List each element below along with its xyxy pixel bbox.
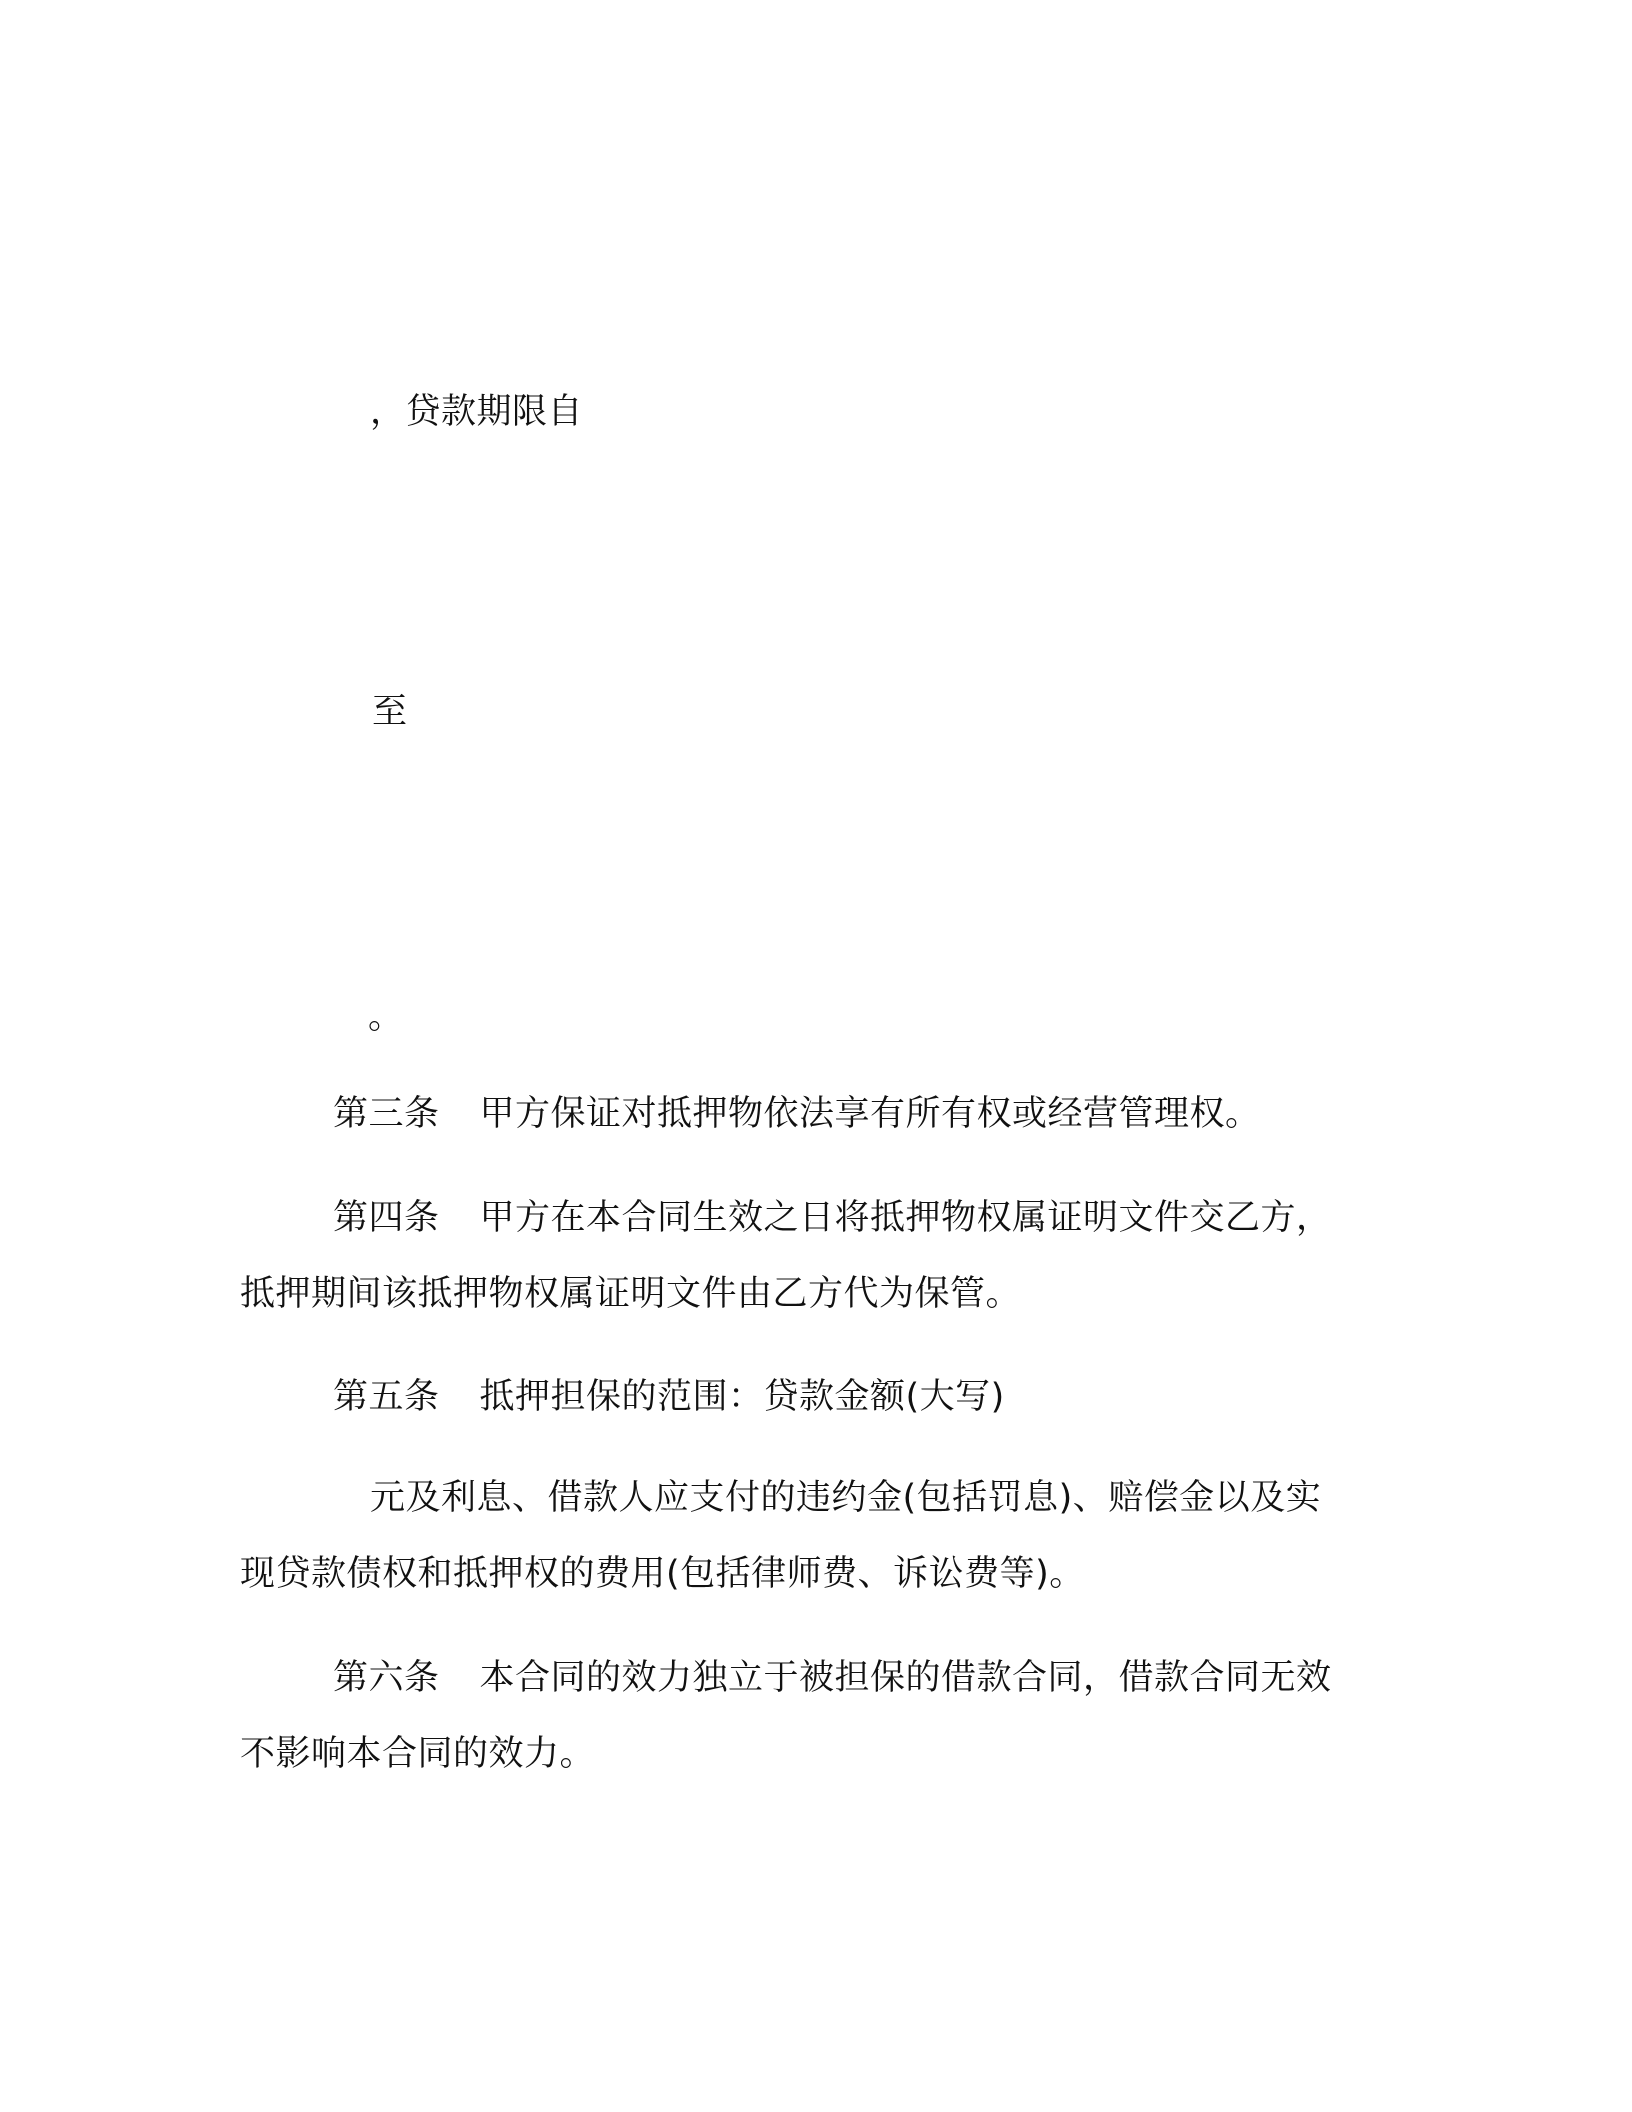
loan-term-to-text: 至 [372,692,408,732]
loan-term-text: ，贷款期限自 [370,392,584,432]
article-4-text-line-1: 甲方在本合同生效之日将抵押物权属证明文件交乙方， [479,1198,1332,1238]
article-6-text-line-1: 本合同的效力独立于被担保的借款合同，借款合同无效 [479,1658,1332,1698]
article-5-text-line-2: 元及利息、借款人应支付的违约金(包括罚息)、赔偿金以及实 [370,1478,1322,1518]
article-4 [333,1196,1332,1240]
article-5-continuation-2 [240,1552,1085,1596]
article-4-text-line-2: 抵押期间该抵押物权属证明文件由乙方代为保管。 [240,1274,1022,1314]
article-5-label: 第五条 [333,1377,440,1417]
article-3-label: 第三条 [333,1094,440,1134]
loan-term-to-fragment [372,690,408,734]
loan-term-fragment [370,390,583,434]
article-5-text-line-3: 现贷款债权和抵押权的费用(包括律师费、诉讼费等)。 [240,1554,1085,1594]
article-6 [333,1656,1332,1700]
article-6-label: 第六条 [333,1658,440,1698]
article-5 [333,1375,1005,1419]
loan-term-end-text: 。 [368,997,404,1037]
article-5-continuation-1 [370,1476,1321,1520]
article-3-text: 甲方保证对抵押物依法享有所有权或经营管理权。 [479,1094,1261,1134]
loan-term-end-fragment [368,995,404,1039]
article-3 [333,1092,1261,1136]
article-6-text-line-2: 不影响本合同的效力。 [240,1734,596,1774]
article-6-continuation [240,1732,595,1776]
article-4-continuation [240,1272,1021,1316]
article-5-text-line-1: 抵押担保的范围：贷款金额(大写) [479,1377,1005,1417]
article-4-label: 第四条 [333,1198,440,1238]
